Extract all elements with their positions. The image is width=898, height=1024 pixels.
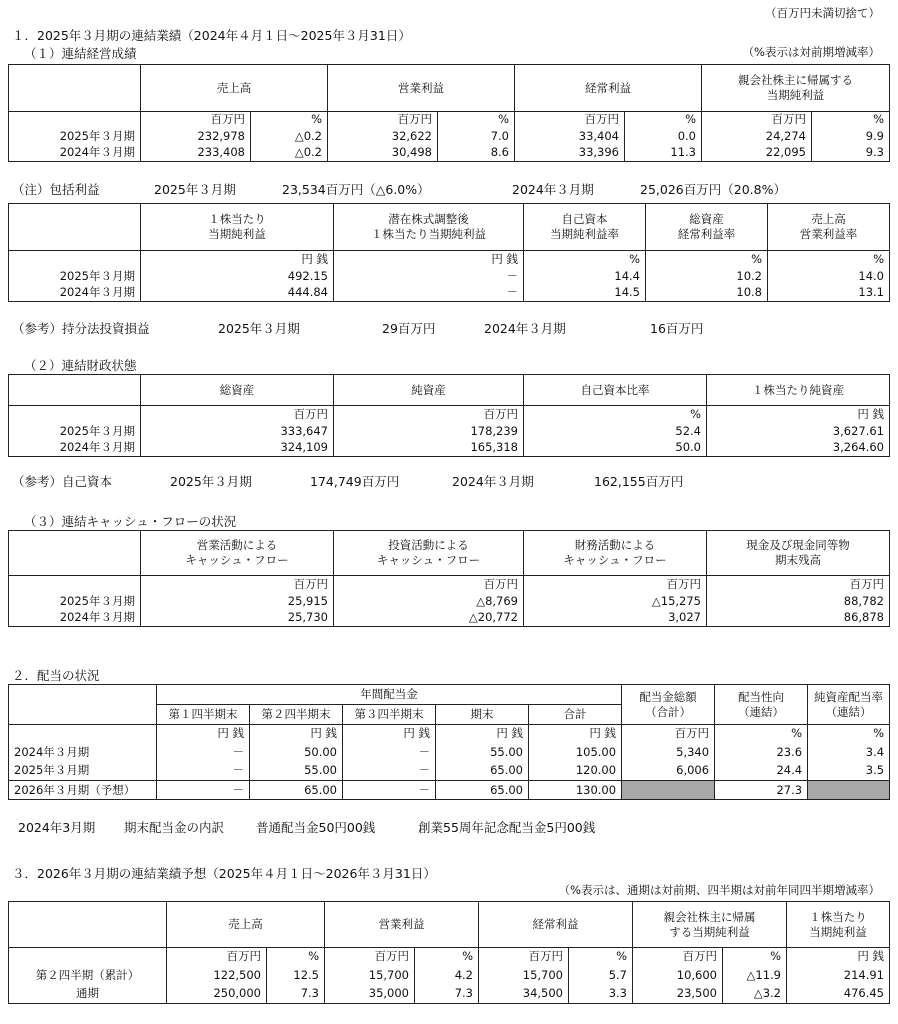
unit-note: （百万円未満切捨て） — [765, 6, 880, 20]
shaded-cell — [808, 781, 890, 800]
header-q1-end: 第１四半期末 — [157, 705, 250, 725]
note-period: 2025年３月期 — [170, 474, 252, 489]
header-bps: １株当たり純資産 — [707, 375, 890, 406]
dividend-note-title: 期末配当金の内訳 — [124, 820, 225, 835]
table-row: 2024年３月期 － 50.00 － 55.00 105.00 5,340 23.6 3.4 — [9, 743, 890, 762]
row-label: 2025年３月期 — [9, 423, 141, 440]
table-row: 2025年３月期 － 55.00 － 65.00 120.00 6,006 24.4 3.5 — [9, 762, 890, 781]
operating-results-table — [8, 64, 890, 162]
table-row: 2024年３月期 444.84 － 14.5 10.8 13.1 — [9, 285, 890, 302]
table-row: 2025年３月期 492.15 － 14.4 10.2 14.0 — [9, 268, 890, 285]
note-value: 23,534百万円（△6.0%） — [282, 182, 430, 197]
corner-cell — [9, 65, 141, 112]
header-doe: 純資産配当率 （連結） — [808, 685, 890, 725]
ratios-table: １株当たり 当期純利益 潜在株式調整後 １株当たり当期純利益 自己資本 当期純利益率 総資産 経常利益率 売上高 営業利益率 円 銭 円 銭 % % % 2025年３月期 492.15 － 14.4 10.2 14.0 2024年３月期 444.84 － 14.5 10.8 13.1 — [8, 203, 890, 302]
header-roa: 総資産 経常利益率 — [646, 204, 768, 251]
section-3-title: ３．2026年３月期の連結業績予想（2025年４月１日～2026年３月31日） — [12, 866, 436, 881]
note-value: 162,155百万円 — [594, 474, 684, 489]
section-1-1-title: （１）連結経営成績 — [24, 46, 137, 61]
row-label: 2025年３月期 — [9, 593, 141, 610]
header-equity-ratio: 自己資本比率 — [524, 375, 707, 406]
note-period: 2025年３月期 — [154, 182, 236, 197]
header-q3-end: 第３四半期末 — [343, 705, 436, 725]
dividend-note-commemorative: 創業55周年記念配当金5円00銭 — [418, 820, 596, 835]
row-label: 2024年３月期 — [9, 145, 141, 162]
row-label: 2024年３月期 — [9, 610, 141, 627]
unit-cell: % — [625, 112, 702, 128]
table-row: 2026年３月期（予想） － 65.00 － 65.00 130.00 27.3 — [9, 781, 890, 800]
header-financing-cf: 財務活動による キャッシュ・フロー — [524, 531, 707, 576]
note-period: 2025年３月期 — [218, 321, 300, 336]
shaded-cell — [622, 781, 715, 800]
cash-flow-table: 営業活動による キャッシュ・フロー 投資活動による キャッシュ・フロー 財務活動による キャッシュ・フロー 現金及び現金同等物 期末残高 百万円 百万円 百万円 百万円 2025年３月期 25,915 △8,769 △15,275 88,782 2024年３月期 25,730 △20,772 3,027 86,878 — [8, 530, 890, 627]
unit-cell: 百万円 — [328, 112, 438, 128]
table-row: 第２四半期（累計） 122,500 12.5 15,700 4.2 15,700 5.7 10,600 △11.9 214.91 — [9, 966, 890, 985]
table-row: 2024年３月期 324,109 165,318 50.0 3,264.60 — [9, 440, 890, 457]
row-label: 2025年３月期 — [9, 268, 141, 285]
table-row: 2024年３月期 25,730 △20,772 3,027 86,878 — [9, 610, 890, 627]
section-1-3-title: （３）連結キャッシュ・フローの状況 — [24, 514, 237, 529]
dividends-table: 年間配当金 配当金総額 （合計） 配当性向 （連結） 純資産配当率 （連結） 第１四半期末 第２四半期末 第３四半期末 期末 合計 円 銭 円 銭 円 銭 円 銭 円 銭 百万円 % % 2024年３月期 － 50.00 － 55.00 105.00 5,340 23.6 3.4 2025年３月期 － 55.00 － 65.00 120.00 6,006 24.4 3.5 2026年３月期（予想） － 65.00 － 65.00 130.00 27.3 — [8, 684, 890, 800]
header-eps: １株当たり 当期純利益 — [787, 902, 890, 948]
header-sales: 売上高 — [167, 902, 325, 948]
dividend-note-period: 2024年3月期 — [18, 820, 96, 835]
row-label: 通期 — [9, 985, 167, 1004]
section-1-title: １．2025年３月期の連結業績（2024年４月１日～2025年３月31日） — [12, 28, 411, 43]
section-1-2-title: （２）連結財政状態 — [24, 358, 137, 373]
note-value: 29百万円 — [382, 321, 436, 336]
row-label: 2025年３月期 — [9, 762, 157, 781]
note-value: 174,749百万円 — [310, 474, 400, 489]
header-ordinary-profit: 経常利益 — [479, 902, 633, 948]
header-total-assets: 総資産 — [141, 375, 334, 406]
section-3-note: （%表示は、通期は対前期、四半期は対前年同四半期増減率） — [558, 883, 880, 897]
unit-cell: % — [438, 112, 515, 128]
header-total: 合計 — [529, 705, 622, 725]
header-operating-profit: 営業利益 — [325, 902, 479, 948]
table-row: 通期 250,000 7.3 35,000 7.3 34,500 3.3 23,500 △3.2 476.45 — [9, 985, 890, 1004]
note-value: 16百万円 — [650, 321, 704, 336]
dividend-note-ordinary: 普通配当金50円00銭 — [256, 820, 376, 835]
header-year-end: 期末 — [436, 705, 529, 725]
note-value: 25,026百万円（20.8%） — [640, 182, 786, 197]
row-label: 2026年３月期（予想） — [9, 781, 157, 800]
header-total-dividends: 配当金総額 （合計） — [622, 685, 715, 725]
table-row: 2024年３月期 233,408 △0.2 30,498 8.6 33,396 11.3 22,095 9.3 — [9, 145, 890, 162]
header-net-income: 親会社株主に帰属 する当期純利益 — [633, 902, 787, 948]
unit-cell: % — [251, 112, 328, 128]
header-cash-balance: 現金及び現金同等物 期末残高 — [707, 531, 890, 576]
financial-position-table: 総資産 純資産 自己資本比率 １株当たり純資産 百万円 百万円 % 円 銭 2025年３月期 333,647 178,239 52.4 3,627.61 2024年３月期 324,109 165,318 50.0 3,264.60 — [8, 374, 890, 457]
section-1-1-note: （%表示は対前期増減率） — [742, 45, 880, 59]
header-ordinary-profit: 経常利益 — [515, 65, 702, 112]
note-period: 2024年３月期 — [512, 182, 594, 197]
row-label: 2025年３月期 — [9, 128, 141, 145]
header-eps: １株当たり 当期純利益 — [141, 204, 334, 251]
note-period: 2024年３月期 — [484, 321, 566, 336]
unit-cell: 百万円 — [141, 112, 251, 128]
comprehensive-income-label: （注）包括利益 — [12, 182, 100, 197]
unit-cell: 百万円 — [702, 112, 812, 128]
header-investing-cf: 投資活動による キャッシュ・フロー — [334, 531, 524, 576]
header-operating-profit: 営業利益 — [328, 65, 515, 112]
table-row: 2025年３月期 333,647 178,239 52.4 3,627.61 — [9, 423, 890, 440]
table-row: 2025年３月期 232,978 △0.2 32,622 7.0 33,404 0.0 24,274 9.9 — [9, 128, 890, 145]
unit-cell: % — [812, 112, 890, 128]
unit-cell: 百万円 — [515, 112, 625, 128]
equity-capital-label: （参考）自己資本 — [12, 474, 113, 489]
header-payout-ratio: 配当性向 （連結） — [715, 685, 808, 725]
header-net-income: 親会社株主に帰属する 当期純利益 — [702, 65, 890, 112]
row-label: 2024年３月期 — [9, 285, 141, 302]
equity-method-label: （参考）持分法投資損益 — [12, 321, 150, 336]
header-sales: 売上高 — [141, 65, 328, 112]
row-label: 2024年３月期 — [9, 440, 141, 457]
header-q2-end: 第２四半期末 — [250, 705, 343, 725]
header-annual-dividend: 年間配当金 — [157, 685, 622, 705]
header-diluted-eps: 潜在株式調整後 １株当たり当期純利益 — [334, 204, 524, 251]
header-roe: 自己資本 当期純利益率 — [524, 204, 646, 251]
header-operating-margin: 売上高 営業利益率 — [768, 204, 890, 251]
row-label: 第２四半期（累計） — [9, 966, 167, 985]
section-2-title: ２．配当の状況 — [12, 668, 100, 683]
note-period: 2024年３月期 — [452, 474, 534, 489]
table-row: 2025年３月期 25,915 △8,769 △15,275 88,782 — [9, 593, 890, 610]
header-operating-cf: 営業活動による キャッシュ・フロー — [141, 531, 334, 576]
forecast-table: 売上高 営業利益 経常利益 親会社株主に帰属 する当期純利益 １株当たり 当期純利益 百万円 % 百万円 % 百万円 % 百万円 % 円 銭 第２四半期（累計） 122,500 12.5 15,700 4.2 15,700 5.7 10,600 △11.9 214.91 通期 250,000 7.3 35,000 7.3 34,500 3.3 23,500 △3.2 476.45 — [8, 901, 890, 1004]
row-label: 2024年３月期 — [9, 743, 157, 762]
header-net-assets: 純資産 — [334, 375, 524, 406]
